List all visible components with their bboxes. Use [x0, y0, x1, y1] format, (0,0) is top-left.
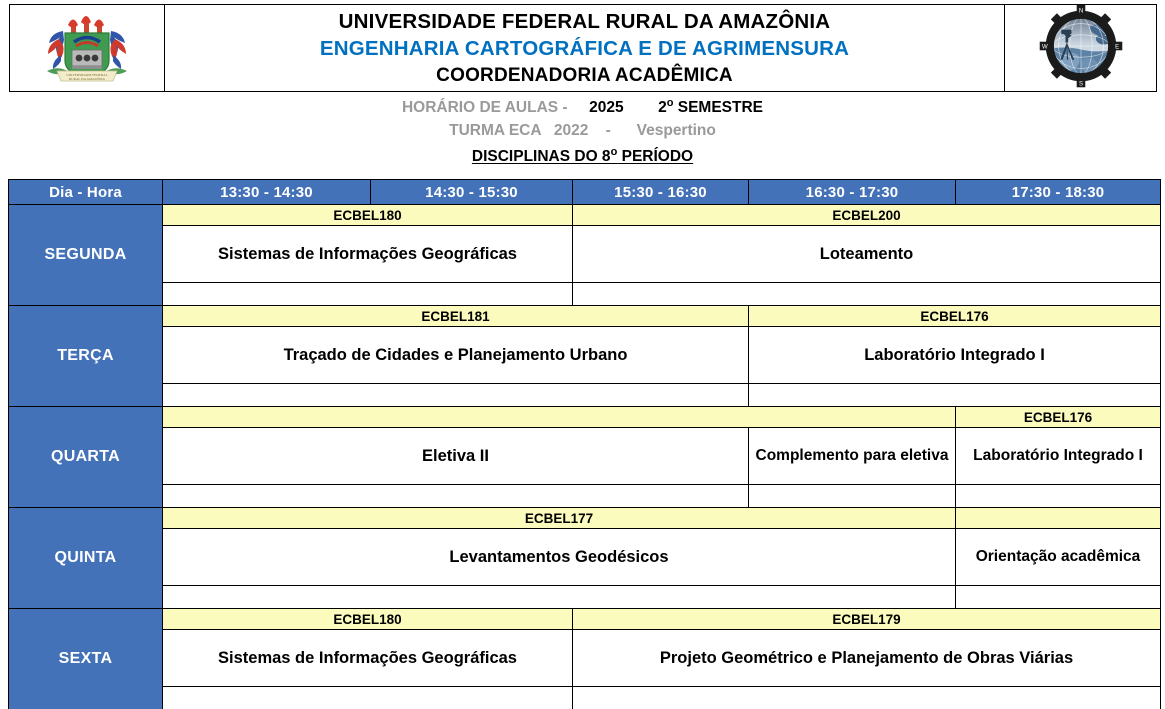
eca-globe-theodolite-icon	[1038, 3, 1124, 89]
course-code-cell: ECBEL180	[163, 205, 573, 226]
title-cell	[165, 5, 1005, 92]
class-year: 2022	[553, 122, 589, 140]
schedule-table	[8, 179, 1161, 709]
day-subject-row	[9, 428, 1161, 485]
subject-cell: Sistemas de Informações Geográficas	[163, 226, 573, 283]
period-title: DISCIPLINAS DO 8$^o$ PERÍODO	[471, 146, 694, 166]
right-logo-cell	[1005, 5, 1157, 92]
empty-cell	[163, 384, 749, 407]
class-dash: -	[605, 122, 611, 140]
course-code-cell	[956, 508, 1161, 529]
empty-cell	[749, 384, 1161, 407]
course-code-cell: ECBEL179	[573, 609, 1161, 630]
time-slot-header: 17:30 - 18:30	[956, 180, 1161, 205]
svg-text:S: S	[1078, 81, 1083, 88]
empty-cell	[163, 283, 573, 306]
department-name: COORDENADORIA ACADÊMICA	[436, 64, 733, 86]
empty-cell	[573, 687, 1161, 709]
course-code-cell: ECBEL176	[956, 407, 1161, 428]
day-code-row	[9, 609, 1161, 630]
day-filler-row	[9, 485, 1161, 508]
academic-year: 2025	[589, 99, 624, 117]
course-code-cell: ECBEL176	[749, 306, 1161, 327]
subheader-row-2	[9, 120, 1156, 143]
day-code-row	[9, 205, 1161, 226]
ufra-coat-of-arms-icon	[27, 11, 147, 85]
subheader-row-3	[9, 143, 1156, 169]
corner-header-cell: Dia - Hora	[9, 180, 163, 205]
time-slot-header: 13:30 - 14:30	[163, 180, 371, 205]
subject-cell: Traçado de Cidades e Planejamento Urbano	[163, 327, 749, 384]
course-code-cell: ECBEL180	[163, 609, 573, 630]
subject-cell: Levantamentos Geodésicos	[163, 529, 956, 586]
schedule-header-row	[9, 180, 1161, 205]
day-label-sexta: SEXTA	[9, 609, 163, 709]
svg-text:UNIVERSIDADE FEDERAL: UNIVERSIDADE FEDERAL	[66, 73, 108, 78]
empty-cell	[163, 586, 956, 609]
subheader-row-1	[9, 95, 1156, 120]
day-code-row	[9, 407, 1161, 428]
day-subject-row	[9, 529, 1161, 586]
day-code-row	[9, 306, 1161, 327]
svg-text:E: E	[1114, 44, 1119, 51]
subheader-block	[9, 92, 1156, 169]
subject-cell: Orientação acadêmica	[956, 529, 1161, 586]
day-subject-row	[9, 630, 1161, 687]
schedule-label: HORÁRIO DE AULAS -	[401, 99, 568, 117]
svg-text:RURAL DA AMAZÔNIA: RURAL DA AMAZÔNIA	[68, 77, 106, 81]
course-code-cell: ECBEL181	[163, 306, 749, 327]
day-label-quarta: QUARTA	[9, 407, 163, 508]
time-slot-header: 15:30 - 16:30	[573, 180, 749, 205]
subject-cell: Loteamento	[573, 226, 1161, 283]
day-code-row	[9, 508, 1161, 529]
day-subject-row	[9, 327, 1161, 384]
empty-cell	[956, 485, 1161, 508]
day-label-segunda: SEGUNDA	[9, 205, 163, 306]
empty-cell	[163, 485, 749, 508]
course-code-cell	[163, 407, 956, 428]
empty-cell	[749, 485, 956, 508]
day-filler-row	[9, 283, 1161, 306]
day-filler-row	[9, 586, 1161, 609]
time-slot-header: 16:30 - 17:30	[749, 180, 956, 205]
day-filler-row	[9, 384, 1161, 407]
subject-cell: Complemento para eletiva	[749, 428, 956, 485]
subject-cell: Laboratório Integrado I	[956, 428, 1161, 485]
schedule-container	[8, 179, 1165, 709]
day-label-quinta: QUINTA	[9, 508, 163, 609]
day-subject-row	[9, 226, 1161, 283]
empty-cell	[573, 283, 1161, 306]
course-name: ENGENHARIA CARTOGRÁFICA E DE AGRIMENSURA	[319, 37, 850, 61]
svg-text:N: N	[1078, 8, 1083, 15]
semester-label: 2$^o$ SEMESTRE	[658, 97, 764, 117]
time-slot-header: 14:30 - 15:30	[371, 180, 573, 205]
subject-cell: Sistemas de Informações Geográficas	[163, 630, 573, 687]
empty-cell	[956, 586, 1161, 609]
day-filler-row	[9, 687, 1161, 709]
course-code-cell: ECBEL177	[163, 508, 956, 529]
subject-cell: Eletiva II	[163, 428, 749, 485]
svg-text:W: W	[1041, 44, 1048, 51]
institution-name: UNIVERSIDADE FEDERAL RURAL DA AMAZÔNIA	[338, 10, 831, 34]
document-header	[9, 4, 1156, 92]
class-shift: Vespertino	[636, 122, 716, 140]
class-label: TURMA ECA	[449, 122, 541, 140]
empty-cell	[163, 687, 573, 709]
subject-cell: Laboratório Integrado I	[749, 327, 1161, 384]
subject-cell: Projeto Geométrico e Planejamento de Obras Viárias	[573, 630, 1161, 687]
left-logo-cell	[10, 5, 165, 92]
header-table	[9, 4, 1157, 92]
course-code-cell: ECBEL200	[573, 205, 1161, 226]
day-label-terça: TERÇA	[9, 306, 163, 407]
